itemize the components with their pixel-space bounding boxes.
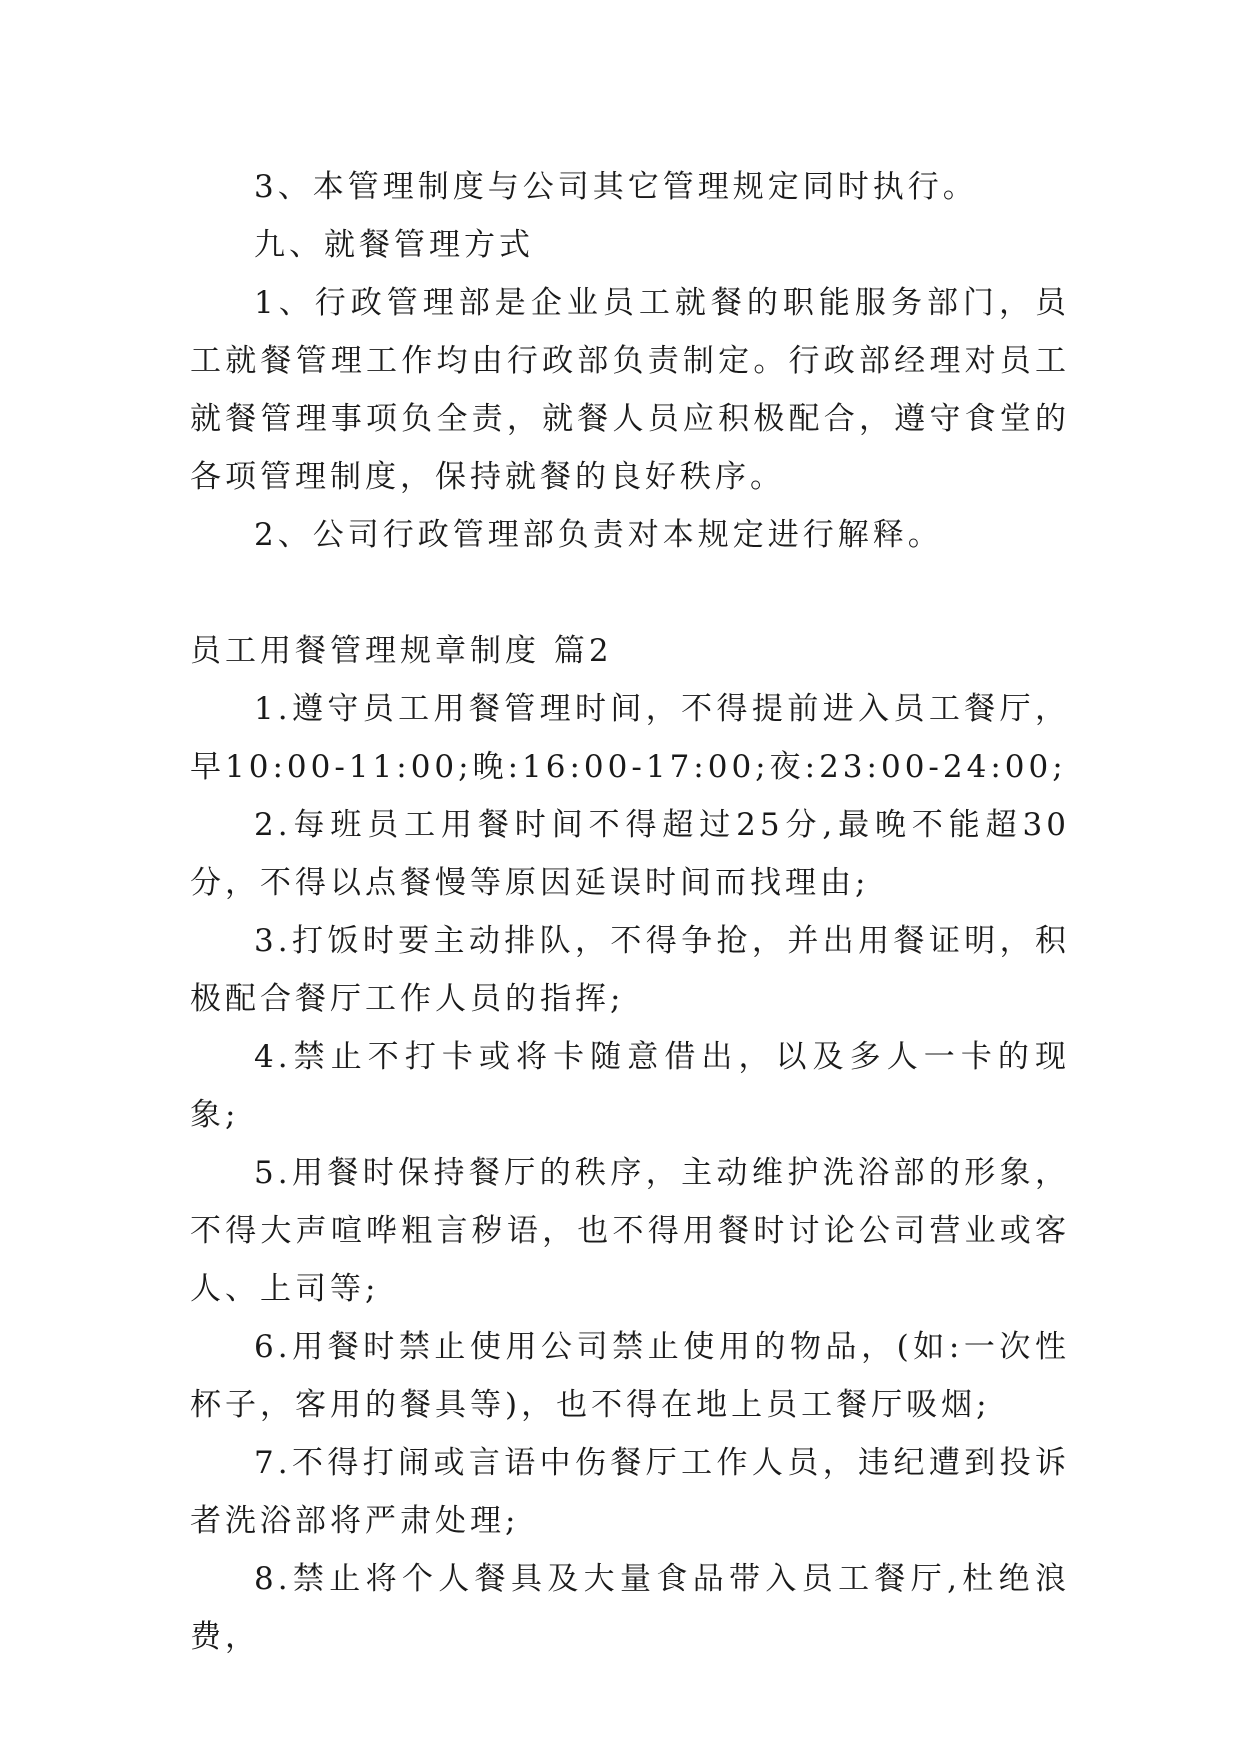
- list-item: 8.禁止将个人餐具及大量食品带入员工餐厅,杜绝浪费，: [190, 1561, 1070, 1655]
- section-gap: [190, 564, 1070, 622]
- paragraph-management-1: 1、行政管理部是企业员工就餐的职能服务部门，员工就餐管理工作均由行政部负责制定。行政部经理对员工就餐管理事项负全责，就餐人员应积极配合，遵守食堂的各项管理制度，保持就餐的良好秩序。: [190, 285, 1070, 495]
- list-item: 5.用餐时保持餐厅的秩序，主动维护洗浴部的形象，不得大声喧哗粗言秽语，也不得用餐时讨论公司营业或客人、上司等;: [190, 1155, 1070, 1307]
- list-item: 6.用餐时禁止使用公司禁止使用的物品，(如:一次性杯子，客用的餐具等)，也不得在地上员工餐厅吸烟;: [190, 1329, 1070, 1423]
- list-item: 2.每班员工用餐时间不得超过25分,最晚不能超30分，不得以点餐慢等原因延误时间而找理由;: [190, 807, 1070, 901]
- list-item: 4.禁止不打卡或将卡随意借出，以及多人一卡的现象;: [190, 1039, 1070, 1133]
- list-item: 7.不得打闹或言语中伤餐厅工作人员，违纪遭到投诉者洗浴部将严肃处理;: [190, 1445, 1070, 1539]
- paragraph-rule-3: 3、本管理制度与公司其它管理规定同时执行。: [254, 169, 978, 205]
- list-item: 3.打饭时要主动排队，不得争抢，并出用餐证明，积极配合餐厅工作人员的指挥;: [190, 923, 1070, 1017]
- document-body: [190, 158, 1070, 1666]
- paragraph-management-2: 2、公司行政管理部负责对本规定进行解释。: [254, 517, 943, 553]
- list-item: 1.遵守员工用餐管理时间，不得提前进入员工餐厅，早10:00-11:00;晚:16:00-17:00;夜:23:00-24:00;: [190, 691, 1070, 785]
- section-title: 员工用餐管理规章制度 篇2: [190, 633, 613, 669]
- section-heading: 九、就餐管理方式: [254, 227, 534, 263]
